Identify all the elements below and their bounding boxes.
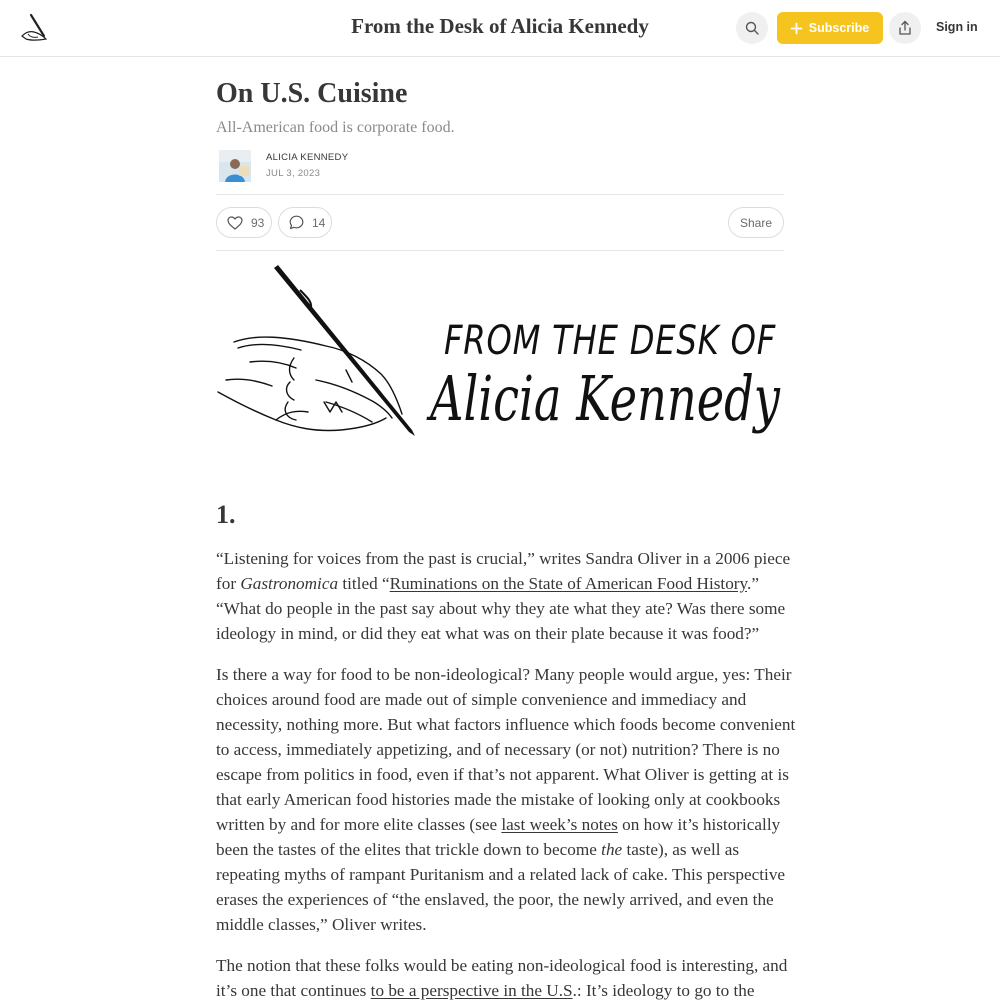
share-page-button[interactable] bbox=[889, 12, 921, 44]
plus-icon bbox=[791, 23, 802, 34]
comment-count: 14 bbox=[312, 215, 326, 230]
like-button[interactable] bbox=[216, 207, 272, 238]
perspective-in-us-link[interactable]: to be a perspective in the U.S bbox=[370, 981, 573, 1000]
ruminations-article-link[interactable]: Ruminations on the State of American Food History bbox=[389, 574, 748, 593]
post-date: JUL 3, 2023 bbox=[266, 168, 321, 179]
body-paragraph: The notion that these folks would be eating non-ideological food is interesting, and it’s one that continues to be a perspective in the U.S.: It’s ideology to go to the bbox=[216, 956, 788, 1000]
share-upload-icon bbox=[898, 20, 912, 36]
share-label: Share bbox=[739, 215, 773, 230]
author-name[interactable]: ALICIA KENNEDY bbox=[266, 152, 349, 163]
banner-line-2: Alicia Kennedy bbox=[426, 362, 781, 435]
publication-name: Gastronomica bbox=[240, 574, 339, 593]
body-paragraph: “Listening for voices from the past is crucial,” writes Sandra Oliver in a 2006 piece for Gastronomica titled “Ruminations on the State of American Food History.” “What do people in the past say about why they ate what they ate? Was there some ideology in mind, or did they eat what was on their plate because it was food?” bbox=[216, 549, 791, 643]
share-button[interactable] bbox=[728, 207, 784, 238]
subscribe-button[interactable] bbox=[777, 12, 883, 44]
author-avatar[interactable] bbox=[219, 150, 251, 182]
pen-icon bbox=[274, 265, 415, 436]
post-subtitle: All-American food is corporate food. bbox=[216, 119, 455, 136]
site-title[interactable]: From the Desk of Alicia Kennedy bbox=[351, 14, 649, 38]
header-banner-illustration bbox=[216, 262, 784, 477]
section-heading: 1. bbox=[216, 500, 236, 529]
search-icon bbox=[745, 21, 759, 35]
heart-icon bbox=[227, 216, 243, 230]
banner-line-1: FROM THE DESK OF bbox=[444, 318, 776, 364]
comment-button[interactable] bbox=[278, 207, 332, 238]
like-count: 93 bbox=[251, 215, 265, 230]
body-paragraph: Is there a way for food to be non-ideological? Many people would argue, yes: Their choices around food are made out of simple convenience and immediacy and necessity, nothing more. But what factors influence which foods become convenient to access, immediately appetizing, and of necessary (or not) nutrition? There is no escape from politics in food, even if that’s not apparent. What Oliver is getting at is that early American food histories made the mistake of looking only at cookbooks written by and for more elite classes (see last week’s notes on how it’s historically been the tastes of the elites that trickle down to become the taste), as well as repeating myths of rampant Puritanism and a related lack of cake. This perspective erases the experiences of “the enslaved, the poor, the newly arrived, and even the middle classes,” Oliver writes. bbox=[216, 665, 796, 934]
divider bbox=[216, 250, 784, 251]
subscribe-label: Subscribe bbox=[808, 21, 870, 35]
sign-in-link[interactable]: Sign in bbox=[936, 20, 978, 34]
last-weeks-notes-link[interactable]: last week’s notes bbox=[501, 815, 618, 834]
divider bbox=[216, 194, 784, 195]
post-title: On U.S. Cuisine bbox=[216, 78, 408, 109]
top-bar bbox=[0, 0, 1000, 57]
search-button[interactable] bbox=[736, 12, 768, 44]
comment-bubble-icon bbox=[289, 215, 304, 230]
